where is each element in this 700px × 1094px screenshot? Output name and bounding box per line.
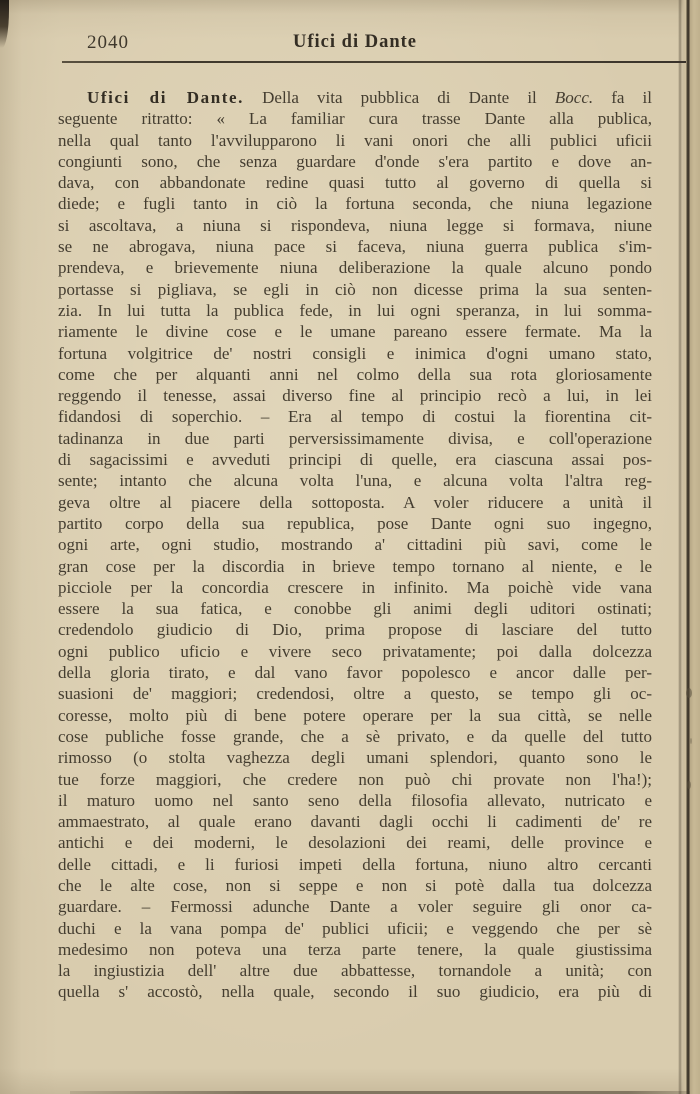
text-line: delle cittadi, e li furiosi impeti della fortuna, niuno altro cercanti — [58, 854, 652, 874]
text-line: ogni publico uficio e vivere seco privatamente; poi dalla dolcezza — [58, 641, 652, 661]
text-line: dava, con abbandonate redine quasi tutto al governo di quella si — [58, 173, 652, 193]
body-lines — [58, 108, 652, 1002]
text-line: credendolo giudicio di Dio, prima propose di lasciare del tutto — [58, 620, 652, 640]
text-line: seguente ritratto: « La familiar cura trasse Dante alla publica, — [58, 109, 652, 129]
text-line: zia. In lui tutta la publica fede, in lui ogni speranza, in lui somma- — [58, 300, 652, 320]
text-line: ogni arte, ogni studio, mostrando a' cittadini più savi, come le — [58, 535, 652, 555]
text-line: fidandosi di soperchio. – Era al tempo di costui la fiorentina cit- — [58, 407, 652, 427]
text-line: cose publiche fosse grande, che a sè privato, e da quelle del tutto — [58, 726, 652, 746]
text-line: antichi e dei moderni, le desolazioni dei reami, delle province e — [58, 833, 652, 853]
text-line: la ingiustizia dell' altre due abbattesse, tornandole a unità; con — [58, 961, 652, 981]
text-line: tue forze maggiori, che credere non può chi provate non l'ha!); — [58, 769, 652, 789]
page-header — [58, 32, 652, 56]
text-line: essere la sua fatica, e conobbe gli animi degli uditori ostinati; — [58, 599, 652, 619]
text-line: come che per alquanti anni nel colmo della sua rota gloriosamente — [58, 364, 652, 384]
text-line: nella qual tanto l'avvilupparono li vani onori che alli publici uficii — [58, 130, 652, 150]
scan-corner-artifact — [0, 0, 9, 48]
text-line: coresse, molto più di bene potere operare per la sua città, se nelle — [58, 705, 652, 725]
text-line: che le alte cose, non si seppe e non si potè dalla tua dolcezza — [58, 875, 652, 895]
text-line: guardare. – Fermossi adunche Dante a voler seguire gli onor ca- — [58, 897, 652, 917]
entry-title: Ufici di Dante. — [87, 88, 245, 107]
text-line: se ne abrogava, niuna pace si faceva, niuna guerra publica s'im- — [58, 237, 652, 257]
text-line: diede; e fugli tanto in ciò la fortuna seconda, che niuna legazione — [58, 194, 652, 214]
text-line: geva oltre al piacere della sottoposta. A voler riducere a unità il — [58, 492, 652, 512]
text-line: si ascoltava, a niuna si rispondeva, niuna legge si formava, niune — [58, 215, 652, 235]
lead-text: Della vita pubblica di Dante il — [244, 88, 555, 107]
text-line: gran cose per la discordia in brieve tempo tornano al niente, e le — [58, 556, 652, 576]
text-line: partito corpo della sua republica, pose Dante ogni suo ingegno, — [58, 513, 652, 533]
text-line: il maturo uomo nel santo seno della filosofia allevato, nutricato e — [58, 790, 652, 810]
text-line: reggendo il tenesse, assai diverso fine al principio recò a lui, in lei — [58, 386, 652, 406]
text-line: picciole per la concordia crescere in infinito. Ma poichè vide vana — [58, 577, 652, 597]
running-title: Ufici di Dante — [293, 32, 417, 52]
text-line: della gloria tirato, e dal vano favor popolesco e ancor dalle per- — [58, 663, 652, 683]
text-line: medesimo non poteva una terza parte tenere, la quale giustissima — [58, 939, 652, 959]
text-line: rimosso (o stolta vaghezza degli umani splendori, quanto sono le — [58, 748, 652, 768]
text-line: quella s' accostò, nella quale, secondo il suo giudicio, era più di — [58, 982, 652, 1002]
book-page-edge — [678, 0, 700, 1094]
scan-speck — [686, 688, 692, 698]
text-line: duchi e la vana pompa de' publici uficii; e veggendo che per sè — [58, 918, 652, 938]
text-line: sente; intanto che alcuna volta l'una, e alcuna volta l'altra reg- — [58, 471, 652, 491]
text-line: tadinanza in due parti perversissimamente divisa, e coll'operazione — [58, 428, 652, 448]
paragraph-lead-line — [58, 87, 652, 108]
text-line: di sagacissimi e avveduti principi di quelle, era ciascuna assai pos- — [58, 450, 652, 470]
lead-after: fa il — [593, 88, 652, 107]
text-line: prendeva, e brievemente niuna deliberazione la quale alcuno pondo — [58, 258, 652, 278]
text-line: portasse si pigliava, se egli in ciò non dicesse prima la sua senten- — [58, 279, 652, 299]
text-line: fortuna volgitrice de' nostri consigli e inimica d'ogni umano stato, — [58, 343, 652, 363]
text-line: congiunti sono, che senza guardare d'onde s'era partito e dove an- — [58, 151, 652, 171]
text-line: suasioni de' maggiori; credendosi, oltre a questo, se tempo gli oc- — [58, 684, 652, 704]
text-line: ammaestrato, al quale erano davanti dagli occhi li cadimenti de' re — [58, 812, 652, 832]
body-text — [58, 87, 652, 1003]
header-rule — [62, 61, 686, 63]
text-line: riamente le divine cose e le umane pareano essere fermate. Ma la — [58, 322, 652, 342]
source-abbreviation: Bocc. — [554, 88, 594, 107]
page-number: 2040 — [87, 32, 129, 53]
